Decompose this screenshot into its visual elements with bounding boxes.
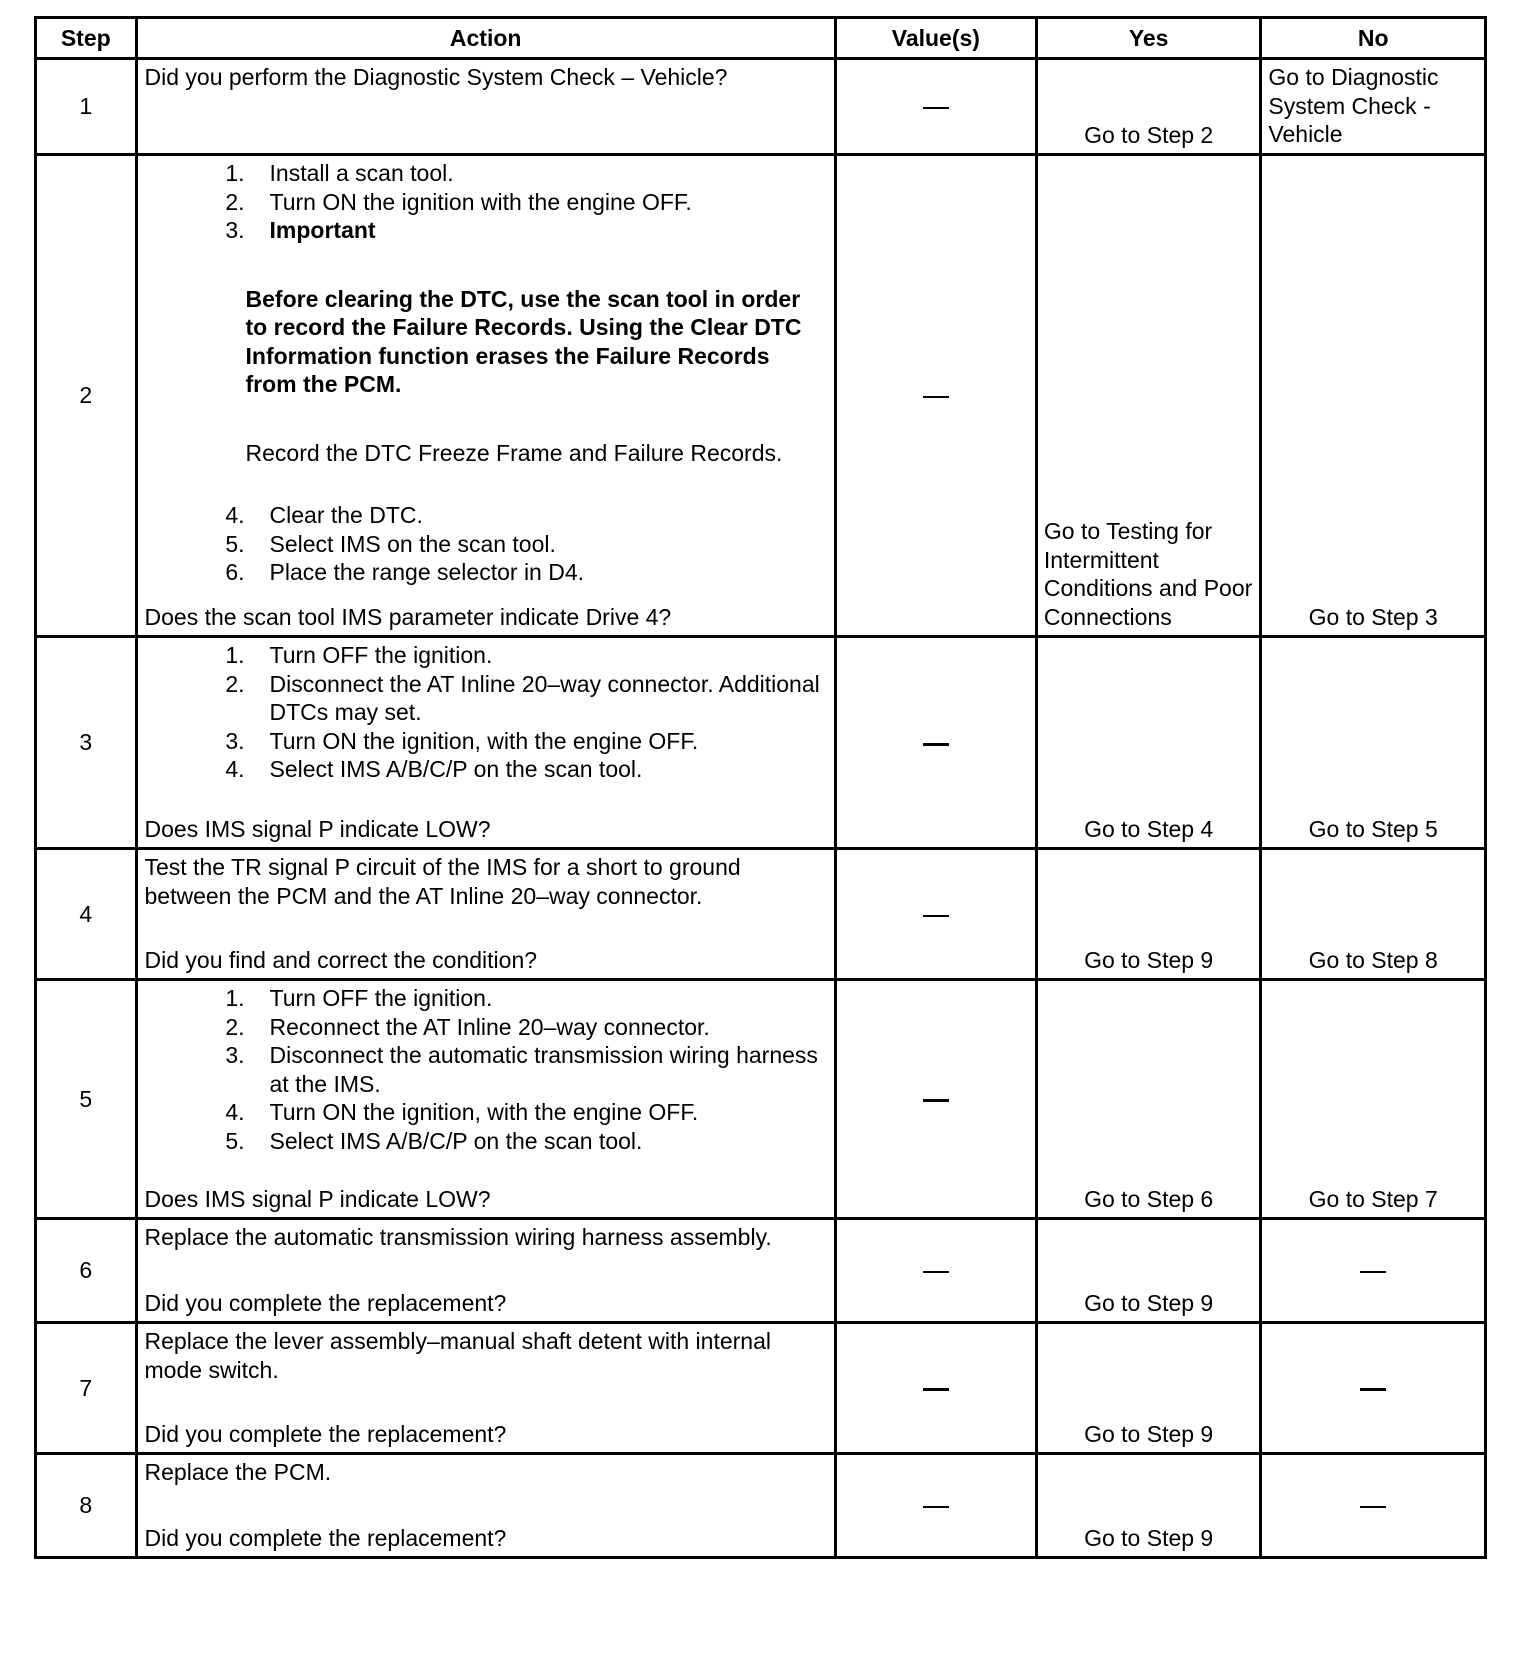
step-number: 7 [36,1323,137,1454]
step-number: 8 [36,1454,137,1558]
dash-mark [923,1271,949,1273]
step-list [145,984,826,1155]
step-number: 2 [36,155,137,637]
yes-cell: Go to Step 9 [1036,1454,1261,1558]
dash-mark [1360,1388,1386,1391]
list-item: 4. Select IMS A/B/C/P on the scan tool. [225,756,643,782]
value-cell [835,59,1036,155]
yes-cell: Go to Step 9 [1036,1219,1261,1323]
dash-mark [923,107,949,109]
yes-cell: Go to Step 4 [1036,637,1261,849]
list-item: 3. Disconnect the automatic transmission wiring harness at the IMS. [225,1042,818,1097]
dash-mark [1360,1506,1386,1508]
list-item: 3. Turn ON the ignition, with the engine OFF. [225,727,699,754]
value-cell [835,1219,1036,1323]
table-row [36,155,1486,637]
header-yes: Yes [1036,18,1261,59]
list-item: 1. Install a scan tool. [225,160,454,186]
action-cell [136,1219,835,1323]
action-text: Replace the PCM. [144,1459,332,1485]
action-cell [136,1323,835,1454]
list-item: 2. Reconnect the AT Inline 20–way connector. [225,1013,710,1040]
value-cell [835,155,1036,637]
action-text: Replace the lever assembly–manual shaft detent with internal mode switch. [144,1328,771,1383]
yes-cell: Go to Step 9 [1036,849,1261,980]
no-cell: Go to Diagnostic System Check - Vehicle [1261,59,1486,155]
step-number: 1 [36,59,137,155]
header-row [36,18,1486,59]
no-cell [1261,1454,1486,1558]
list-item: 4. Clear the DTC. [225,502,423,528]
step-number: 5 [36,980,137,1219]
table-row [36,637,1486,849]
dash-mark [923,396,949,398]
important-note: Before clearing the DTC, use the scan tool in order to record the Failure Records. Using the Clear DTC Information function erases the Failure Records from the PCM. [245,285,802,397]
step-list [145,159,826,245]
action-text: Test the TR signal P circuit of the IMS for a short to ground between the PCM and the AT Inline 20–way connector. [144,854,741,909]
action-question: Did you perform the Diagnostic System Check – Vehicle? [144,64,728,90]
table-row [36,980,1486,1219]
list-item: 2. Turn ON the ignition with the engine OFF. [225,188,692,215]
list-item: 2. Disconnect the AT Inline 20–way connector. Additional DTCs may set. [225,670,820,725]
step-number: 3 [36,637,137,849]
value-cell [835,849,1036,980]
step-list [145,501,826,587]
table-row [36,1219,1486,1323]
step-list [145,641,826,784]
list-item: 1. Turn OFF the ignition. [225,985,493,1011]
dash-mark [923,1099,949,1102]
list-item: 5. Select IMS on the scan tool. [225,530,556,557]
no-cell [1261,1323,1486,1454]
record-instruction: Record the DTC Freeze Frame and Failure Records. [245,439,783,466]
list-item: 1. Turn OFF the ignition. [225,642,493,668]
table-row [36,1323,1486,1454]
dash-mark [923,1506,949,1508]
header-no: No [1261,18,1486,59]
list-item: 3. Important [225,217,376,243]
value-cell [835,1323,1036,1454]
yes-cell: Go to Step 9 [1036,1323,1261,1454]
list-item: 5. Select IMS A/B/C/P on the scan tool. [225,1127,643,1154]
header-values: Value(s) [835,18,1036,59]
yes-cell: Go to Step 6 [1036,980,1261,1219]
yes-cell: Go to Step 2 [1036,59,1261,155]
action-question: Did you complete the replacement? [144,1289,507,1316]
diagnostic-table [34,16,1487,1559]
dash-mark [1360,1271,1386,1273]
action-cell [136,155,835,637]
value-cell [835,637,1036,849]
step-number: 6 [36,1219,137,1323]
action-cell [136,637,835,849]
action-cell [136,59,835,155]
dash-mark [923,1388,949,1391]
list-item: 6. Place the range selector in D4. [225,559,585,585]
no-cell [1261,1219,1486,1323]
action-cell [136,849,835,980]
action-question: Does the scan tool IMS parameter indicate Drive 4? [144,603,672,630]
no-cell: Go to Step 8 [1261,849,1486,980]
dash-mark [923,915,949,917]
table-row [36,59,1486,155]
step-number: 4 [36,849,137,980]
action-question: Does IMS signal P indicate LOW? [144,815,491,842]
action-cell [136,1454,835,1558]
no-cell: Go to Step 5 [1261,637,1486,849]
action-question: Did you complete the replacement? [144,1420,507,1447]
action-question: Did you find and correct the condition? [144,946,538,973]
list-item: 4. Turn ON the ignition, with the engine OFF. [225,1099,699,1125]
header-action: Action [136,18,835,59]
action-text: Replace the automatic transmission wiring harness assembly. [144,1224,772,1250]
table-row [36,1454,1486,1558]
action-question: Did you complete the replacement? [144,1524,507,1551]
header-step: Step [36,18,137,59]
table-row [36,849,1486,980]
action-question: Does IMS signal P indicate LOW? [144,1185,491,1212]
value-cell [835,980,1036,1219]
no-cell: Go to Step 3 [1261,155,1486,637]
value-cell [835,1454,1036,1558]
no-cell: Go to Step 7 [1261,980,1486,1219]
action-cell [136,980,835,1219]
yes-cell: Go to Testing for Intermittent Conditions and Poor Connections [1036,155,1261,637]
dash-mark [923,743,949,746]
